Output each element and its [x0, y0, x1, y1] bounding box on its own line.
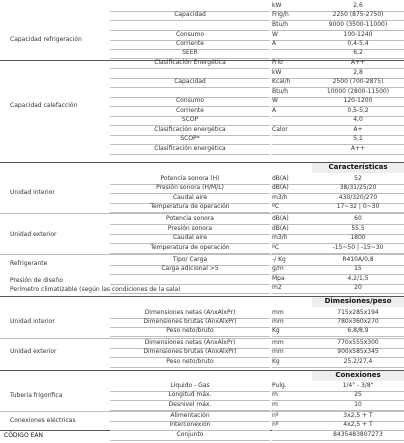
row-unit: mm: [272, 318, 284, 325]
row-separator: [272, 49, 312, 50]
row-value: 17~32 | 0~30: [336, 203, 380, 210]
row-value: 770x555x300: [337, 339, 379, 346]
section-codigo-ean: CÓDIGO EAN: [4, 432, 43, 439]
row-unit: W: [272, 97, 278, 104]
row-value: A++: [350, 59, 366, 66]
row-separator: [110, 253, 270, 254]
row-value: -15~50 | -15~30: [332, 244, 384, 251]
row-separator: [312, 154, 404, 155]
row-parameter: Temperatura de operación: [150, 203, 230, 210]
row-value: 52: [354, 175, 362, 182]
row-value: 55,5: [351, 225, 365, 232]
row-value: 430/320/270: [338, 194, 378, 201]
row-separator: [110, 293, 270, 294]
row-unit: Frig/h: [272, 11, 289, 18]
row-parameter: Potencia sonora (H): [160, 175, 220, 182]
row-value: 100-1240: [343, 31, 373, 38]
row-parameter: Capacidad: [174, 78, 206, 85]
row-parameter: Temperatura de operación: [150, 244, 230, 251]
row-value: 60: [354, 215, 362, 222]
row-value: 20: [354, 284, 362, 291]
row-parameter: Clasificación Energética: [154, 59, 226, 66]
row-value: 4,2/1,5: [347, 275, 369, 282]
row-separator: [312, 440, 404, 441]
row-unit: dB(A): [272, 184, 289, 191]
row-unit: kW: [272, 2, 282, 9]
row-value: 4x2,5 + T: [343, 421, 373, 428]
row-parameter: Capacidad: [174, 11, 206, 18]
section-perimetro-climatizable: Perímetro climatizable (según las condiciones de la sala): [10, 286, 181, 293]
row-parameter: Potencia sonora: [166, 215, 214, 222]
section-presion-diseno: Presión de diseño: [10, 277, 63, 284]
row-value: 120-1200: [343, 97, 373, 104]
row-separator: [272, 212, 312, 213]
row-separator: [272, 430, 312, 431]
header-dimensiones: Dimesiones/peso: [324, 297, 392, 305]
row-unit: Kg: [272, 358, 280, 365]
row-value: 1800: [350, 234, 366, 241]
row-parameter: Dimensiones netas (AnxAlxPr): [144, 309, 236, 316]
row-value: 715x285x194: [337, 309, 379, 316]
row-separator: [272, 144, 312, 145]
row-parameter: Corriente: [176, 40, 204, 47]
row-unit: nº: [272, 412, 279, 419]
row-unit: mm: [272, 339, 284, 346]
row-value: 0,5-5,2: [347, 107, 369, 114]
row-separator: [312, 367, 404, 368]
row-unit: A: [272, 40, 277, 47]
row-value: R410A/0,8: [342, 256, 374, 263]
row-parameter: Caudal aire: [172, 234, 208, 241]
row-unit: dB(A): [272, 215, 289, 222]
row-separator: [110, 440, 270, 441]
row-value: 900x585x345: [337, 348, 379, 355]
divider: [0, 296, 404, 297]
row-separator: [272, 440, 312, 441]
row-parameter: Consumo: [175, 31, 205, 38]
row-unit: Frío: [272, 59, 283, 66]
row-separator: [110, 212, 270, 213]
row-separator: [110, 336, 270, 337]
row-separator: [110, 410, 270, 411]
row-value: 38/31/25/20: [339, 184, 377, 191]
row-separator: [312, 410, 404, 411]
row-separator: [110, 87, 270, 88]
row-separator: [312, 293, 404, 294]
row-unit: W: [272, 31, 278, 38]
row-parameter: Interconexión: [169, 421, 211, 428]
row-unit: m3/h: [272, 234, 288, 241]
row-unit: kW: [272, 69, 282, 76]
row-parameter: Consumo: [175, 97, 205, 104]
row-parameter: Carga adicional >5: [161, 265, 219, 272]
row-parameter: Tipo/ Carga: [172, 256, 208, 263]
row-value: 2,6: [353, 2, 363, 9]
section-tuberia-frigorifica: Tubería frigorífica: [10, 392, 63, 399]
header-conexiones: Conexiones: [335, 371, 381, 379]
row-parameter: SCOP*: [180, 135, 200, 142]
row-unit: dB(A): [272, 225, 289, 232]
divider: [0, 370, 404, 371]
row-parameter: Dimensiones netas (AnxAlxPr): [144, 339, 236, 346]
row-separator: [110, 154, 270, 155]
row-value: A++: [350, 145, 366, 152]
row-unit: Calor: [272, 126, 288, 133]
row-separator: [312, 336, 404, 337]
row-parameter: Longitud máx.: [168, 391, 212, 398]
row-unit: ºC: [272, 203, 280, 210]
row-parameter: Peso neto/bruto: [166, 327, 214, 334]
row-separator: [272, 154, 312, 155]
row-parameter: Dimensiones brutas (AnxAlxPr): [143, 348, 237, 355]
row-unit: m: [272, 391, 278, 398]
row-value: 2,8: [353, 69, 363, 76]
row-separator: [110, 274, 270, 275]
section-refrigerante: Refrigerante: [10, 260, 48, 267]
row-unit: -/ Kg: [272, 256, 286, 263]
row-separator: [312, 212, 404, 213]
row-parameter: Clasificación energética: [154, 126, 226, 133]
row-value: 3x2,5 + T: [343, 412, 373, 419]
row-value: 2250 (875-2750): [332, 11, 384, 18]
row-value: 25,2/27,4: [343, 358, 373, 365]
row-value: A+: [353, 126, 363, 133]
row-parameter: SEER: [182, 49, 198, 56]
row-value: 8435483807273: [333, 431, 383, 438]
row-value: 6,2: [353, 49, 363, 56]
row-parameter: Clasificación energética: [154, 145, 226, 152]
section-unidad-exterior-dimensiones: Unidad exterior: [10, 348, 57, 355]
row-unit: m2: [272, 284, 282, 291]
row-unit: Btu/h: [272, 88, 289, 95]
row-separator: [110, 20, 270, 21]
section-unidad-exterior-caracteristicas: Unidad exterior: [10, 231, 57, 238]
header-caracteristicas: Características: [328, 163, 388, 171]
row-value: 4,0: [353, 116, 363, 123]
row-value: 780x360x270: [337, 318, 379, 325]
row-unit: A: [272, 107, 277, 114]
row-unit: Kcal/h: [272, 78, 291, 85]
row-separator: [272, 135, 312, 136]
section-capacidad-refrigeracion: Capacidad refrigeración: [10, 36, 82, 43]
row-unit: Kg: [272, 327, 280, 334]
row-parameter: Líquido - Gas: [170, 382, 210, 389]
row-value: 15: [354, 265, 362, 272]
row-parameter: Presión sonora: [167, 225, 213, 232]
row-separator: [272, 367, 312, 368]
row-value: 10: [354, 401, 362, 408]
row-parameter: Peso neto/bruto: [166, 358, 214, 365]
row-value: 25: [354, 391, 362, 398]
section-unidad-interior-dimensiones: Unidad interior: [10, 318, 55, 325]
row-value: 1/4" - 3/8": [342, 382, 374, 389]
divider: [0, 213, 404, 214]
row-unit: mm: [272, 348, 284, 355]
row-unit: Mpa: [272, 275, 285, 282]
row-unit: mm: [272, 309, 284, 316]
row-parameter: Presión sonora (H/M/L): [156, 184, 224, 191]
row-unit: m3/h: [272, 194, 288, 201]
row-separator: [110, 68, 270, 69]
row-separator: [272, 253, 312, 254]
row-value: 10000 (2800-11500): [326, 88, 390, 95]
row-unit: dB(A): [272, 175, 289, 182]
row-separator: [312, 253, 404, 254]
divider: [0, 162, 404, 163]
section-conexiones-electricas: Conexiones eléctricas: [10, 417, 76, 424]
row-unit: m: [272, 401, 278, 408]
row-separator: [110, 367, 270, 368]
row-unit: Btu/h: [272, 21, 289, 28]
row-parameter: Caudal aire: [172, 194, 208, 201]
row-unit: Pulg.: [272, 382, 287, 389]
row-separator: [272, 410, 312, 411]
row-value: 5,1: [353, 135, 363, 142]
divider: [0, 254, 404, 255]
row-separator: [110, 284, 270, 285]
row-value: 6,8/8,9: [347, 327, 369, 334]
section-capacidad-calefaccion: Capacidad calefacción: [10, 102, 78, 109]
row-parameter: Corriente: [176, 107, 204, 114]
row-value: 0,4-5,4: [347, 40, 369, 47]
row-value: 9000 (3500-11000): [328, 21, 388, 28]
row-parameter: Alimentación: [170, 412, 210, 419]
row-parameter: Conjunto: [176, 431, 204, 438]
row-unit: ºC: [272, 244, 280, 251]
row-separator: [272, 293, 312, 294]
row-separator: [272, 116, 312, 117]
row-value: 2500 (700-2875): [332, 78, 384, 85]
row-parameter: Desnivel máx.: [168, 401, 212, 408]
section-unidad-interior-caracteristicas: Unidad interior: [10, 189, 55, 196]
row-separator: [272, 336, 312, 337]
row-unit: g/m: [272, 265, 284, 272]
row-parameter: SCOP: [181, 116, 199, 123]
row-parameter: Dimensiones brutas (AnxAlxPr): [143, 318, 237, 325]
row-unit: nº: [272, 421, 279, 428]
